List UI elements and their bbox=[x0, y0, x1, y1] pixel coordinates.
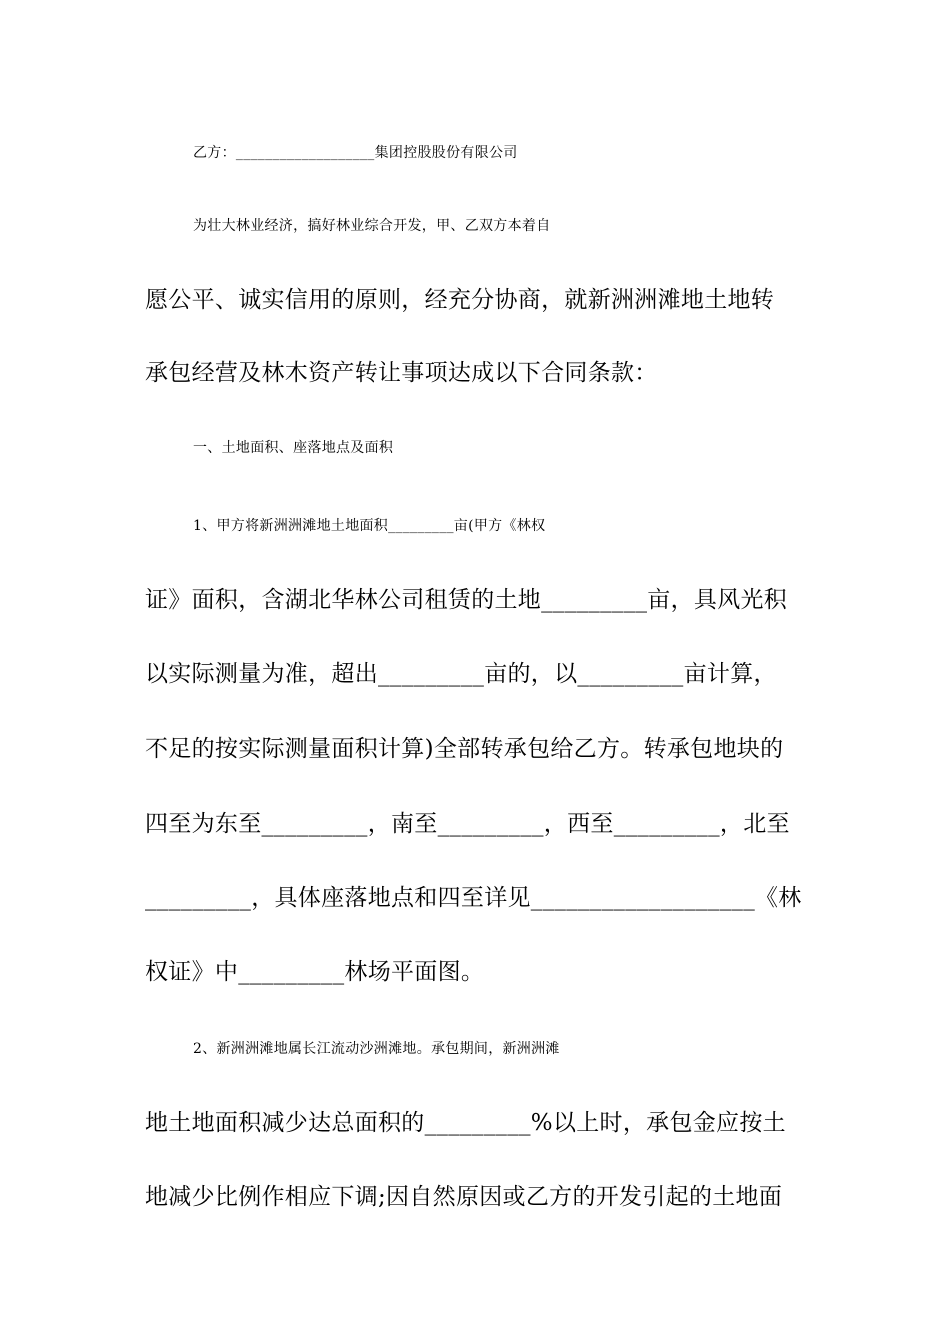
paragraph-line: 承包经营及林木资产转让事项达成以下合同条款： bbox=[145, 360, 658, 386]
paragraph-line: 四至为东至_________，南至_________，西至_________，北至 bbox=[145, 811, 790, 837]
paragraph-line: 愿公平、诚实信用的原则，经充分协商，就新洲洲滩地土地转 bbox=[145, 287, 775, 313]
paragraph-line: 证》面积，含湖北华林公司租赁的土地_________亩，具风光积 bbox=[145, 587, 788, 613]
paragraph-line: 为壮大林业经济，搞好林业综合开发，甲、乙双方本着自 bbox=[193, 218, 551, 234]
section-heading: 一、土地面积、座落地点及面积 bbox=[193, 440, 394, 456]
party-b-line: 乙方：___________________集团控股股份有限公司 bbox=[193, 145, 518, 161]
paragraph-line: 2、新洲洲滩地属长江流动沙洲滩地。承包期间，新洲洲滩 bbox=[193, 1041, 560, 1057]
paragraph-line: 权证》中_________林场平面图。 bbox=[145, 959, 485, 985]
paragraph-line: 地土地面积减少达总面积的_________%以上时，承包金应按土 bbox=[145, 1110, 786, 1136]
paragraph-line: 1、甲方将新洲洲滩地土地面积_________亩(甲方《林权 bbox=[193, 518, 546, 534]
paragraph-line: _________，具体座落地点和四至详见___________________《林 bbox=[145, 885, 802, 911]
paragraph-line: 不足的按实际测量面积计算)全部转承包给乙方。转承包地块的 bbox=[145, 736, 784, 762]
paragraph-line: 以实际测量为准，超出_________亩的，以_________亩计算， bbox=[145, 661, 777, 687]
paragraph-line: 地减少比例作相应下调;因自然原因或乙方的开发引起的土地面 bbox=[145, 1184, 783, 1210]
